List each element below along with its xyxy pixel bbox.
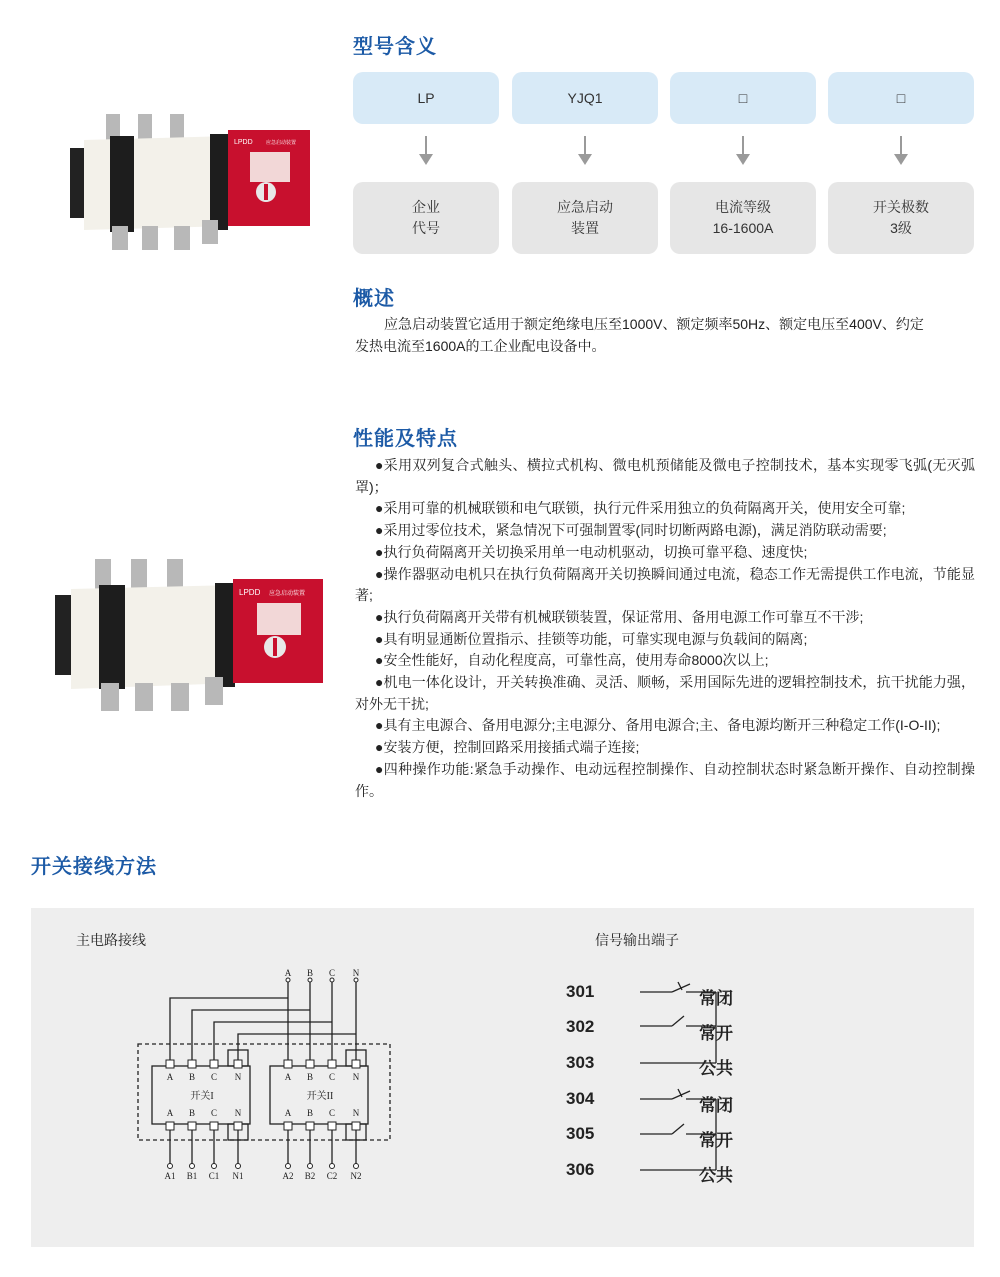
desc-line: 应急启动	[557, 199, 613, 215]
device-name: 应急启动装置	[269, 591, 306, 597]
features-title: 性能及特点	[353, 428, 458, 450]
feature-item: ●采用双列复合式触头、横拉式机构、微电机预储能及微电子控制技术，基本实现零飞弧(无灭弧罩)；	[355, 457, 975, 495]
terminal-label: 常开	[699, 1131, 733, 1150]
phase-label: B	[306, 968, 314, 978]
terminal-number: 306	[566, 1160, 595, 1179]
pole-label: A	[166, 1108, 174, 1118]
feature-item: ●采用过零位技术，紧急情况下可强制置零(同时切断两路电源)，满足消防联动需要;	[375, 522, 887, 539]
wiring-title: 开关接线方法	[31, 856, 157, 878]
arrow-down-icon	[894, 136, 908, 168]
arrow-down-icon	[578, 136, 592, 168]
arrow-down-icon	[419, 136, 433, 168]
overview-line-1: 应急启动装置它适用于额定绝缘电压至1000V、额定频率50Hz、额定电压至400V、约定	[384, 316, 924, 332]
feature-item: ●机电一体化设计，开关转换准确、灵活、顺畅，采用国际先进的逻辑控制技术，抗干扰能力强，对外无干扰;	[355, 674, 975, 712]
pole-label: C	[210, 1072, 218, 1082]
device-brand: LPDD	[239, 588, 261, 597]
terminal-label: 常闭	[699, 1096, 733, 1115]
feature-item: ●具有主电源合、备用电源分;主电源分、备用电源合;主、备电源均断开三种稳定工作(I-O-II);	[375, 717, 941, 734]
desc-line: 装置	[571, 220, 599, 236]
pole-label: A	[284, 1072, 292, 1082]
pole-label: B	[306, 1072, 314, 1082]
desc-box-poles	[828, 182, 974, 254]
code-box-current: □	[670, 72, 816, 124]
feature-item: ●执行负荷隔离开关切换采用单一电动机驱动，切换可靠平稳、速度快;	[375, 543, 808, 560]
code-box-enterprise: LP	[353, 72, 499, 124]
switch-1-name: 开关I	[190, 1091, 214, 1102]
overview-title: 概述	[353, 288, 395, 310]
overview-line-2: 发热电流至1600A的工企业配电设备中。	[355, 338, 606, 354]
desc-line: 开关极数	[873, 199, 929, 215]
pole-label: N	[234, 1108, 242, 1118]
device-brand: LPDD	[234, 139, 253, 146]
output-label: B1	[186, 1171, 198, 1181]
model-meaning-title: 型号含义	[353, 36, 437, 58]
output-label: B2	[304, 1171, 316, 1181]
pole-label: N	[234, 1072, 242, 1082]
pole-label: B	[306, 1108, 314, 1118]
pole-label: C	[328, 1072, 336, 1082]
terminal-number: 302	[566, 1017, 595, 1036]
terminal-label: 常开	[699, 1024, 733, 1043]
product-image-top	[70, 108, 330, 258]
desc-line: 企业	[412, 199, 440, 215]
product-image-middle	[55, 555, 330, 715]
pole-label: B	[188, 1072, 196, 1082]
terminal-label: 公共	[699, 1166, 733, 1185]
desc-box-device	[512, 182, 658, 254]
desc-line: 16-1600A	[712, 220, 774, 236]
switch-2-name: 开关II	[306, 1091, 334, 1102]
desc-line: 3级	[890, 220, 912, 236]
output-label: N1	[232, 1171, 244, 1181]
main-circuit-diagram	[130, 968, 400, 1183]
terminal-number: 305	[566, 1124, 595, 1143]
feature-item: ●安全性能好，自动化程度高，可靠性高，使用寿命8000次以上;	[375, 652, 769, 669]
pole-label: A	[166, 1072, 174, 1082]
desc-line: 电流等级	[715, 199, 771, 215]
pole-label: C	[210, 1108, 218, 1118]
arrow-down-icon	[736, 136, 750, 168]
device-name: 应急启动装置	[266, 140, 297, 146]
pole-label: N	[352, 1108, 360, 1118]
desc-box-current	[670, 182, 816, 254]
output-label: A2	[282, 1171, 294, 1181]
phase-label: A	[284, 968, 292, 978]
feature-item: ●四种操作功能:紧急手动操作、电动远程控制操作、自动控制状态时紧急断开操作、自动控制操作。	[355, 760, 975, 799]
phase-label: C	[328, 968, 336, 978]
pole-label: A	[284, 1108, 292, 1118]
main-circuit-label: 主电路接线	[76, 932, 146, 948]
pole-label: N	[352, 1072, 360, 1082]
feature-item: ●具有明显通断位置指示、挂锁等功能，可靠实现电源与负载间的隔离;	[375, 630, 808, 647]
terminal-number: 303	[566, 1053, 595, 1072]
desc-line: 代号	[412, 220, 440, 236]
feature-item: ●安装方便，控制回路采用接插式端子连接;	[375, 739, 640, 756]
terminal-label: 公共	[699, 1059, 733, 1078]
pole-label: C	[328, 1108, 336, 1118]
phase-label: N	[352, 968, 360, 978]
feature-item: ●执行负荷隔离开关带有机械联锁装置，保证常用、备用电源工作可靠互不干涉;	[375, 608, 864, 625]
terminal-label: 常闭	[699, 989, 733, 1008]
terminal-number: 301	[566, 982, 595, 1001]
signal-terminal-label: 信号输出端子	[595, 932, 679, 948]
output-label: N2	[350, 1171, 362, 1181]
output-label: C2	[326, 1171, 338, 1181]
pole-label: B	[188, 1108, 196, 1118]
feature-item: ●采用可靠的机械联锁和电气联锁，执行元件采用独立的负荷隔离开关，使用安全可靠;	[375, 500, 906, 517]
code-box-poles: □	[828, 72, 974, 124]
output-label: A1	[164, 1171, 176, 1181]
code-box-device: YJQ1	[512, 72, 658, 124]
feature-item: ●操作器驱动电机只在执行负荷隔离开关切换瞬间通过电流，稳态工作无需提供工作电流，节能显著;	[355, 565, 975, 604]
features-list	[355, 455, 975, 802]
desc-box-enterprise	[353, 182, 499, 254]
terminal-number: 304	[566, 1089, 595, 1108]
output-label: C1	[208, 1171, 220, 1181]
